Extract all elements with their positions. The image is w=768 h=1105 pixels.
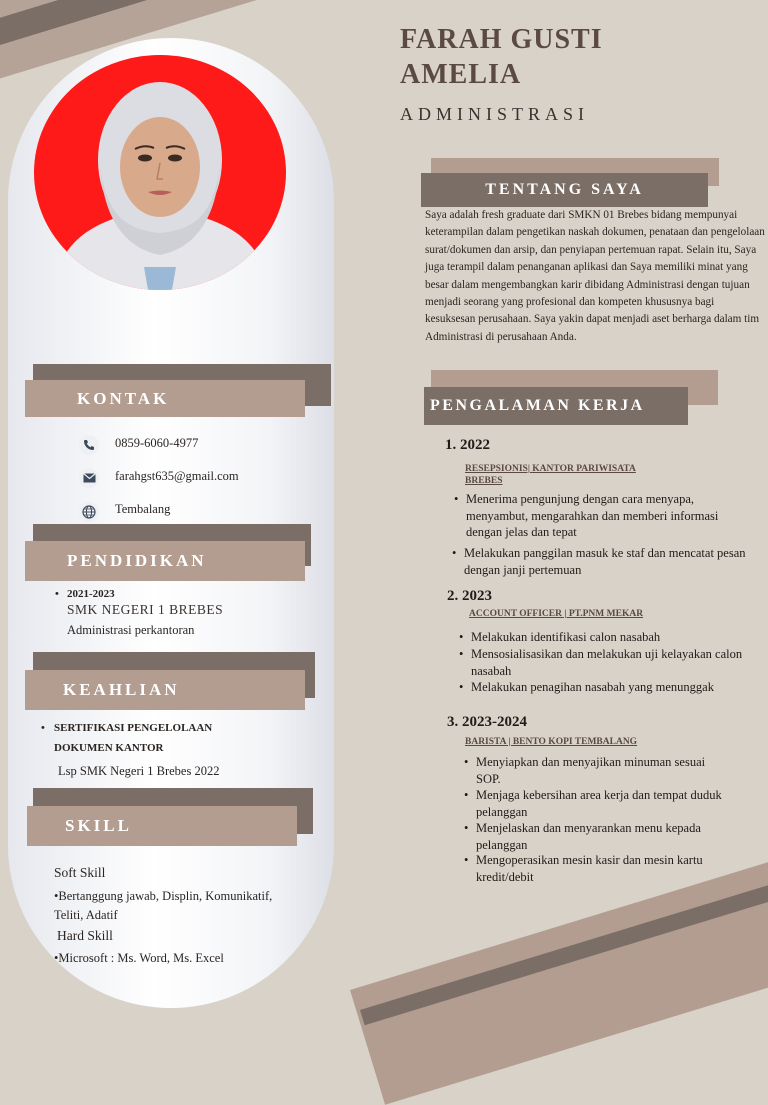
expertise-header: KEAHLIAN <box>25 670 305 710</box>
experience-2-bullet-3: • Melakukan penagihan nasabah yang menunggak <box>471 679 761 696</box>
education-major: Administrasi perkantoran <box>67 623 195 637</box>
soft-skill-list <box>54 887 324 925</box>
expertise-cert <box>41 718 213 758</box>
role-title: ADMINISTRASI <box>400 104 590 124</box>
about-header: TENTANG SAYA <box>421 173 708 207</box>
contact-header: KONTAK <box>25 380 305 417</box>
education-years-text: 2021-2023 <box>67 588 115 600</box>
experience-year-1: 1. 2022 <box>445 437 490 453</box>
expertise-cert-line-1: SERTIFIKASI PENGELOLAAN <box>54 722 213 734</box>
experience-3-bullet-3: • Menjelaskan dan menyarankan menu kepada pelanggan <box>476 820 726 853</box>
hard-skill-list: •Microsoft : Ms. Word, Ms. Excel <box>54 951 224 965</box>
experience-2-bullet-1: • Melakukan identifikasi calon nasabah <box>471 629 761 646</box>
experience-role-1-line-2: BREBES <box>465 476 503 486</box>
contact-email: farahgst635@gmail.com <box>115 469 239 483</box>
globe-icon <box>79 502 99 522</box>
experience-header: PENGALAMAN KERJA <box>424 387 688 425</box>
experience-role-1-line-1: RESEPSIONIS| KANTOR PARIWISATA <box>465 464 636 474</box>
phone-icon <box>79 435 99 455</box>
portrait-illustration <box>34 55 286 290</box>
contact-phone: 0859-6060-4977 <box>115 436 199 450</box>
education-years <box>55 588 115 600</box>
skill-header: SKILL <box>27 806 297 846</box>
expertise-cert-line-2: DOKUMEN KANTOR <box>54 742 164 754</box>
experience-1-bullet-1: • Menerima pengunjung dengan cara menyapa, menyambut, mengarahkan dan memberi informasi dengan jelas dan tepat <box>466 491 756 541</box>
experience-role-1 <box>465 463 636 487</box>
experience-role-3: BARISTA | BENTO KOPI TEMBALANG <box>465 737 638 747</box>
experience-role-2: ACCOUNT OFFICER | PT.PNM MEKAR <box>469 609 644 619</box>
name-heading <box>400 22 603 92</box>
education-school: SMK NEGERI 1 BREBES <box>67 602 224 617</box>
about-text: Saya adalah fresh graduate dari SMKN 01 Brebes bidang mempunyai keterampilan dalam pengetikan naskah dokumen, penataan dan pengelolaan surat/dokumen dan arsip, dan penyiapan pertemuan rapat. Selain itu, Saya juga terampil dalam penanganan aplikasi dan Saya memiliki minat yang besar dalam mengembangkan karir dibidang Administrasi dengan tujuan menjadi seorang yang profesional dan kompeten khususnya bagi kesuksesan perusahaan. Saya yakin dapat menjadi aset berharga dalam tim Administrasi di perusahaan Anda. <box>425 209 765 343</box>
contact-location: Tembalang <box>115 502 171 516</box>
name-line-2: AMELIA <box>400 59 522 90</box>
hard-skill-title: Hard Skill <box>57 928 113 943</box>
email-icon <box>79 468 99 488</box>
soft-skill-line-2: Teliti, Adatif <box>54 908 118 922</box>
soft-skill-title: Soft Skill <box>54 865 106 880</box>
experience-year-3: 3. 2023-2024 <box>447 714 527 730</box>
name-line-1: FARAH GUSTI <box>400 24 603 55</box>
profile-photo <box>34 55 286 290</box>
bullet-dot: • <box>55 588 59 600</box>
experience-2-bullet-2: • Mensosialisasikan dan melakukan uji kelayakan calon nasabah <box>471 646 761 679</box>
education-header: PENDIDIKAN <box>25 541 305 581</box>
experience-3-bullet-2: • Menjaga kebersihan area kerja dan tempat duduk pelanggan <box>476 787 726 820</box>
soft-skill-line-1: •Bertanggung jawab, Displin, Komunikatif, <box>54 889 273 903</box>
expertise-issuer: Lsp SMK Negeri 1 Brebes 2022 <box>58 764 220 778</box>
experience-1-bullet-2: • Melakukan panggilan masuk ke staf dan mencatat pesan dengan janji pertemuan <box>464 545 754 578</box>
experience-3-bullet-1: • Menyiapkan dan menyajikan minuman sesuai SOP. <box>476 754 726 787</box>
experience-3-bullet-4: • Mengoperasikan mesin kasir dan mesin kartu kredit/debit <box>476 852 726 885</box>
bullet-dot: • <box>41 722 45 734</box>
experience-year-2: 2. 2023 <box>447 588 492 604</box>
